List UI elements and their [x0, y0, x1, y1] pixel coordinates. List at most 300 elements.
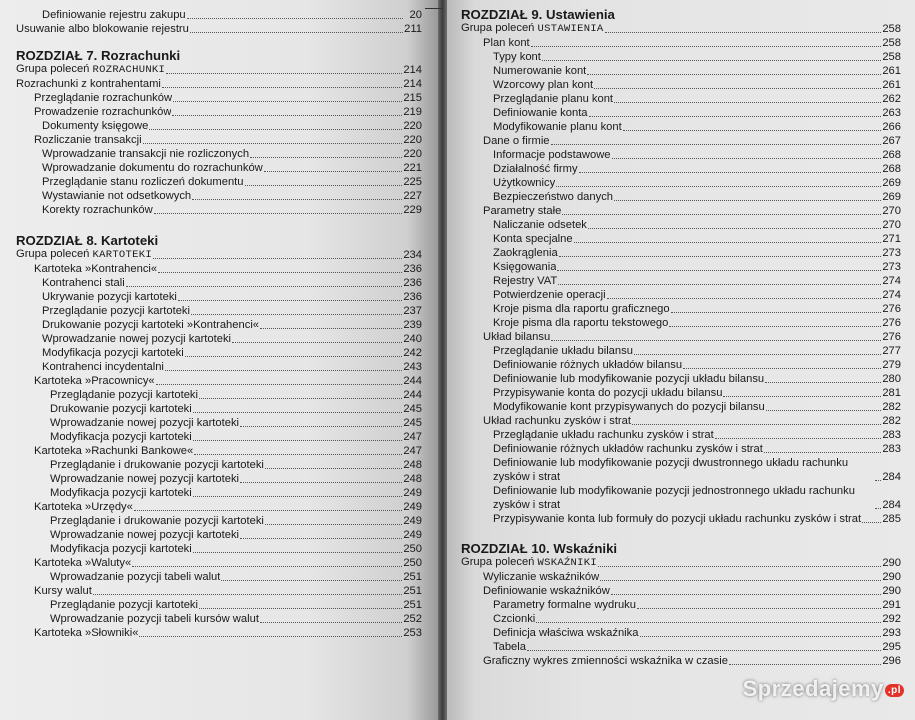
toc-entry — [16, 542, 422, 556]
page-number: 270 — [882, 205, 901, 217]
page-number: 284 — [882, 471, 901, 483]
entry-title: Przeglądanie rozrachunków — [34, 92, 173, 104]
entry-title: Kartoteka »Pracownicy« — [34, 375, 155, 387]
toc-entry — [461, 162, 901, 176]
leader-dots — [173, 100, 402, 102]
leader-dots — [162, 86, 402, 88]
entry-title: Kartoteka »Urzędy« — [34, 501, 133, 513]
entry-title: Definiowanie różnych układów rachunku zysków i strat — [493, 443, 763, 455]
toc-entry — [461, 414, 901, 428]
page-number: 273 — [882, 247, 901, 259]
leader-dots — [632, 423, 881, 425]
entry-title: Numerowanie kont — [493, 65, 587, 77]
page-number: 273 — [882, 261, 901, 273]
leader-dots — [166, 72, 402, 74]
page-number: 220 — [403, 120, 422, 132]
toc-entry — [16, 360, 422, 374]
page-number: 249 — [403, 529, 422, 541]
page-number: 244 — [403, 375, 422, 387]
page-number: 293 — [882, 627, 901, 639]
leader-dots — [551, 339, 881, 341]
leader-dots — [126, 285, 403, 287]
entry-title: Przeglądanie pozycji kartoteki — [42, 305, 190, 317]
page-number: 249 — [403, 487, 422, 499]
left-page — [0, 0, 438, 720]
toc-entry — [461, 344, 901, 358]
leader-dots — [260, 327, 402, 329]
leader-dots — [158, 271, 402, 273]
toc-entry — [461, 148, 901, 162]
group-prefix: Grupa poleceń — [16, 248, 90, 260]
entry-title: Wprowadzanie nowej pozycji kartoteki — [50, 417, 240, 429]
toc-entry — [16, 332, 422, 346]
entry-title: Wyliczanie wskaźników — [483, 571, 600, 583]
leader-dots — [614, 101, 881, 103]
page-number: 249 — [403, 515, 422, 527]
page-number: 282 — [882, 415, 901, 427]
leader-dots — [607, 297, 882, 299]
toc-entry — [461, 246, 901, 260]
toc-entry — [16, 612, 422, 626]
leader-dots — [862, 521, 881, 523]
page-number: 263 — [882, 107, 901, 119]
group-line — [461, 22, 901, 36]
entry-title: Definiowanie konta — [493, 107, 588, 119]
leader-dots — [193, 551, 403, 553]
entry-title: Kontrahenci stali — [42, 277, 125, 289]
leader-dots — [154, 212, 403, 214]
page-number: 276 — [882, 303, 901, 315]
entry-title: Przeglądanie stanu rozliczeń dokumentu — [42, 176, 244, 188]
leader-dots — [149, 128, 402, 130]
entry-title: Przeglądanie i drukowanie pozycji kartoteki — [50, 515, 264, 527]
entry-title: Kroje pisma dla raportu graficznego — [493, 303, 670, 315]
leader-dots — [192, 198, 402, 200]
leader-dots — [723, 395, 881, 397]
leader-dots — [240, 425, 402, 427]
entry-title: Korekty rozrachunków — [42, 204, 153, 216]
entry-title: Naliczanie odsetek — [493, 219, 587, 231]
page-number: 247 — [403, 445, 422, 457]
entry-title: Modyfikowanie planu kont — [493, 121, 622, 133]
page-number: 236 — [403, 263, 422, 275]
page-number: 276 — [882, 317, 901, 329]
entry-title: Przeglądanie planu kont — [493, 93, 614, 105]
page-number: 269 — [882, 191, 901, 203]
page-number: 283 — [882, 443, 901, 455]
toc-entry — [16, 570, 422, 584]
leader-dots — [199, 607, 402, 609]
page-number: 292 — [882, 613, 901, 625]
leader-dots — [669, 325, 881, 327]
toc-entry — [461, 204, 901, 218]
page-number: 280 — [882, 373, 901, 385]
page-number: 268 — [882, 163, 901, 175]
leader-dots — [193, 495, 403, 497]
leader-dots — [531, 45, 882, 47]
toc-entry — [461, 456, 901, 484]
leader-dots — [178, 299, 402, 301]
page-number: 215 — [403, 92, 422, 104]
entry-title: Wprowadzanie pozycji tabeli walut — [50, 571, 221, 583]
entry-title: Przypisywanie konta lub formuły do pozycji układu rachunku zysków i strat — [493, 513, 862, 525]
leader-dots — [265, 467, 402, 469]
entry-title: Rozliczanie transakcji — [34, 134, 142, 146]
leader-dots — [729, 663, 881, 665]
toc-entry — [461, 260, 901, 274]
page-number: 281 — [882, 387, 901, 399]
page-number: 245 — [403, 417, 422, 429]
toc-entry — [16, 22, 422, 36]
toc-entry — [16, 91, 422, 105]
toc-entry — [16, 584, 422, 598]
group-prefix: Grupa poleceń — [16, 63, 90, 75]
leader-dots — [93, 593, 403, 595]
entry-title: Kroje pisma dla raportu tekstowego — [493, 317, 669, 329]
entry-title: Wprowadzanie pozycji tabeli kursów walut — [50, 613, 259, 625]
page-number: 227 — [403, 190, 422, 202]
leader-dots — [875, 507, 881, 509]
entry-title: Plan kont — [483, 37, 530, 49]
page-number: 261 — [882, 65, 901, 77]
page-number: 290 — [882, 571, 901, 583]
chapter-9-group — [461, 22, 901, 36]
toc-entry — [16, 189, 422, 203]
chapter-7-group — [16, 63, 422, 77]
toc-entry — [16, 77, 422, 91]
entry-title: Wystawianie not odsetkowych — [42, 190, 192, 202]
toc-entry — [16, 444, 422, 458]
entry-title: Księgowania — [493, 261, 557, 273]
entry-title: Przeglądanie i drukowanie pozycji kartoteki — [50, 459, 264, 471]
toc-entry — [16, 500, 422, 514]
page-number: 290 — [882, 585, 901, 597]
toc-entry — [461, 134, 901, 148]
leader-dots — [199, 397, 402, 399]
leader-dots — [232, 341, 402, 343]
chapter-8-group — [16, 248, 422, 262]
entry-title: Definiowanie różnych układów bilansu — [493, 359, 683, 371]
page-number: 250 — [403, 543, 422, 555]
chapter-10-title: ROZDZIAŁ 10. Wskaźniki — [461, 541, 618, 556]
entry-title: Przeglądanie pozycji kartoteki — [50, 599, 198, 611]
entry-title: Rejestry VAT — [493, 275, 558, 287]
entry-title: Wprowadzanie nowej pozycji kartoteki — [42, 333, 232, 345]
toc-entry — [461, 316, 901, 330]
chapter-7-entries — [16, 77, 422, 217]
entry-title: Bezpieczeństwo danych — [493, 191, 614, 203]
toc-entry — [461, 36, 901, 50]
toc-entry — [461, 330, 901, 344]
entry-title: Kursy walut — [34, 585, 92, 597]
leader-dots — [240, 537, 402, 539]
entry-title: Układ bilansu — [483, 331, 551, 343]
entry-title: Przypisywanie konta do pozycji układu bilansu — [493, 387, 723, 399]
leader-dots — [611, 593, 881, 595]
page-number: 285 — [882, 513, 901, 525]
leader-dots — [671, 311, 882, 313]
page-number: 279 — [882, 359, 901, 371]
toc-entry — [461, 120, 901, 134]
page-number: 274 — [882, 289, 901, 301]
page-number: 269 — [882, 177, 901, 189]
toc-list-top — [16, 8, 422, 36]
entry-title: Definiowanie lub modyfikowanie pozycji jednostronnego układu rachunku zysków i strat — [493, 485, 855, 511]
toc-entry — [16, 598, 422, 612]
toc-entry — [461, 626, 901, 640]
header-rule — [425, 8, 443, 9]
entry-title: Kartoteka »Słowniki« — [34, 627, 139, 639]
entry-title: Użytkownicy — [493, 177, 556, 189]
entry-title: Konta specjalne — [493, 233, 573, 245]
leader-dots — [551, 143, 882, 145]
toc-entry — [461, 106, 901, 120]
entry-title: Prowadzenie rozrachunków — [34, 106, 172, 118]
entry-title: Dane o firmie — [483, 135, 550, 147]
page-number: 258 — [882, 23, 901, 35]
leader-dots — [875, 479, 881, 481]
page-number: 243 — [403, 361, 422, 373]
entry-title: Ukrywanie pozycji kartoteki — [42, 291, 177, 303]
right-page — [447, 0, 915, 720]
leader-dots — [605, 31, 882, 33]
toc-entry — [461, 358, 901, 372]
toc-entry — [461, 288, 901, 302]
chapter-9-entries — [461, 36, 901, 526]
toc-entry — [461, 442, 901, 456]
page-number: 214 — [403, 78, 422, 90]
entry-title: Definiowanie rejestru zakupu — [42, 9, 186, 21]
entry-title: Kartoteka »Rachunki Bankowe« — [34, 445, 194, 457]
leader-dots — [589, 115, 882, 117]
watermark-text: Sprzedajemy — [742, 676, 884, 701]
toc-entry — [461, 190, 901, 204]
toc-entry — [16, 626, 422, 640]
page-number: 295 — [882, 641, 901, 653]
page-number: 249 — [403, 501, 422, 513]
toc-entry — [461, 64, 901, 78]
toc-entry — [461, 176, 901, 190]
page-number: 214 — [403, 64, 422, 76]
toc-entry — [461, 218, 901, 232]
toc-entry — [461, 232, 901, 246]
leader-dots — [557, 269, 881, 271]
chapter-7-title: ROZDZIAŁ 7. Rozrachunki — [16, 48, 181, 63]
page-number: 236 — [403, 291, 422, 303]
page-number: 220 — [403, 134, 422, 146]
entry-title: Wzorcowy plan kont — [493, 79, 594, 91]
leader-dots — [143, 142, 403, 144]
leader-dots — [250, 156, 402, 158]
page-number: 234 — [403, 249, 422, 261]
page-number: 237 — [403, 305, 422, 317]
leader-dots — [587, 73, 881, 75]
leader-dots — [139, 635, 402, 637]
entry-title: Modyfikacja pozycji kartoteki — [50, 487, 192, 499]
toc-entry — [461, 78, 901, 92]
entry-title: Przeglądanie układu rachunku zysków i strat — [493, 429, 714, 441]
toc-entry — [16, 276, 422, 290]
toc-entry — [16, 374, 422, 388]
toc-entry — [16, 458, 422, 472]
toc-entry — [16, 472, 422, 486]
watermark-badge: .pl — [885, 684, 904, 697]
page-number: 220 — [403, 148, 422, 160]
page-number: 291 — [882, 599, 901, 611]
page-number: 20 — [409, 9, 422, 21]
leader-dots — [240, 481, 402, 483]
entry-title: Wprowadzanie transakcji nie rozliczonych — [42, 148, 250, 160]
leader-dots — [600, 579, 881, 581]
page-number: 277 — [882, 345, 901, 357]
toc-entry — [461, 302, 901, 316]
group-prefix: Grupa poleceń — [461, 22, 535, 34]
entry-title: Drukowanie pozycji kartoteki »Kontrahenci« — [42, 319, 260, 331]
leader-dots — [558, 283, 881, 285]
page-number: 239 — [403, 319, 422, 331]
page-number: 296 — [882, 655, 901, 667]
entry-title: Zaokrąglenia — [493, 247, 558, 259]
page-number: 282 — [882, 401, 901, 413]
page-number: 225 — [403, 176, 422, 188]
entry-title: Wprowadzanie dokumentu do rozrachunków — [42, 162, 263, 174]
entry-title: Definiowanie lub modyfikowanie pozycji dwustronnego układu rachunku zysków i strat — [493, 457, 849, 483]
leader-dots — [562, 213, 881, 215]
page-number: 262 — [882, 93, 901, 105]
toc-entry — [16, 290, 422, 304]
toc-entry — [461, 400, 901, 414]
entry-title: Informacje podstawowe — [493, 149, 611, 161]
page-number: 258 — [882, 51, 901, 63]
leader-dots — [194, 453, 402, 455]
page-number: 247 — [403, 431, 422, 443]
toc-entry — [16, 203, 422, 217]
toc-entry — [16, 8, 422, 22]
entry-title: Graficzny wykres zmienności wskaźnika w czasie — [483, 655, 728, 667]
chapter-8-title: ROZDZIAŁ 8. Kartoteki — [16, 233, 159, 248]
entry-title: Definiowanie wskaźników — [483, 585, 610, 597]
toc-entry — [16, 430, 422, 444]
entry-title: Przeglądanie pozycji kartoteki — [50, 389, 198, 401]
leader-dots — [683, 367, 881, 369]
group-code: USTAWIENIA — [537, 23, 604, 35]
page-number: 270 — [882, 219, 901, 231]
entry-title: Definiowanie lub modyfikowanie pozycji układu bilansu — [493, 373, 765, 385]
entry-title: Modyfikacja pozycji kartoteki — [42, 347, 184, 359]
page-number: 236 — [403, 277, 422, 289]
toc-entry — [16, 556, 422, 570]
toc-entry — [461, 598, 901, 612]
toc-entry — [16, 105, 422, 119]
group-line — [461, 556, 901, 570]
toc-entry — [461, 612, 901, 626]
leader-dots — [191, 313, 402, 315]
toc-entry — [461, 512, 901, 526]
group-line — [16, 63, 422, 77]
group-code: ROZRACHUNKI — [92, 64, 166, 76]
page-number: 221 — [403, 162, 422, 174]
book-gutter — [438, 0, 447, 720]
leader-dots — [536, 621, 881, 623]
page-number: 250 — [403, 557, 422, 569]
page-number: 267 — [882, 135, 901, 147]
page-number: 271 — [882, 233, 901, 245]
toc-entry — [461, 372, 901, 386]
leader-dots — [542, 59, 881, 61]
leader-dots — [614, 199, 881, 201]
toc-entry — [16, 161, 422, 175]
group-code: WSKAŹNIKI — [537, 557, 597, 569]
toc-entry — [461, 584, 901, 598]
leader-dots — [598, 565, 881, 567]
entry-title: Układ rachunku zysków i strat — [483, 415, 631, 427]
entry-title: Kartoteka »Kontrahenci« — [34, 263, 158, 275]
toc-entry — [16, 147, 422, 161]
page-number: 252 — [403, 613, 422, 625]
entry-title: Przeglądanie układu bilansu — [493, 345, 633, 357]
entry-title: Wprowadzanie nowej pozycji kartoteki — [50, 529, 240, 541]
entry-title: Parametry formalne wydruku — [493, 599, 637, 611]
page-number: 284 — [882, 499, 901, 511]
leader-dots — [193, 411, 403, 413]
page-number: 244 — [403, 389, 422, 401]
toc-entry — [461, 50, 901, 64]
group-code: KARTOTEKI — [92, 249, 152, 261]
leader-dots — [265, 523, 402, 525]
page-number: 266 — [882, 121, 901, 133]
leader-dots — [556, 185, 881, 187]
entry-title: Czcionki — [493, 613, 536, 625]
leader-dots — [132, 565, 402, 567]
page-number: 251 — [403, 599, 422, 611]
page-number: 240 — [403, 333, 422, 345]
leader-dots — [134, 509, 402, 511]
leader-dots — [612, 157, 882, 159]
toc-entry — [16, 514, 422, 528]
toc-entry — [16, 262, 422, 276]
leader-dots — [764, 451, 881, 453]
page-number: 283 — [882, 429, 901, 441]
page-number: 229 — [403, 204, 422, 216]
page-number: 258 — [882, 37, 901, 49]
entry-title: Tabela — [493, 641, 526, 653]
page-number: 248 — [403, 473, 422, 485]
entry-title: Drukowanie pozycji kartoteki — [50, 403, 192, 415]
toc-entry — [16, 175, 422, 189]
toc-entry — [461, 274, 901, 288]
toc-entry — [461, 92, 901, 106]
leader-dots — [153, 257, 402, 259]
toc-entry — [461, 654, 901, 668]
leader-dots — [190, 31, 403, 33]
entry-title: Kontrahenci incydentalni — [42, 361, 164, 373]
page-number: 251 — [403, 571, 422, 583]
page-number: 251 — [403, 585, 422, 597]
leader-dots — [765, 381, 881, 383]
toc-entry — [16, 416, 422, 430]
page-number: 261 — [882, 79, 901, 91]
leader-dots — [185, 355, 403, 357]
site-watermark — [743, 676, 905, 702]
leader-dots — [766, 409, 882, 411]
chapter-8-entries — [16, 262, 422, 640]
page-number: 290 — [882, 557, 901, 569]
leader-dots — [637, 607, 881, 609]
chapter-10-entries — [461, 570, 901, 668]
toc-entry — [461, 570, 901, 584]
toc-entry — [16, 528, 422, 542]
page-number: 276 — [882, 331, 901, 343]
